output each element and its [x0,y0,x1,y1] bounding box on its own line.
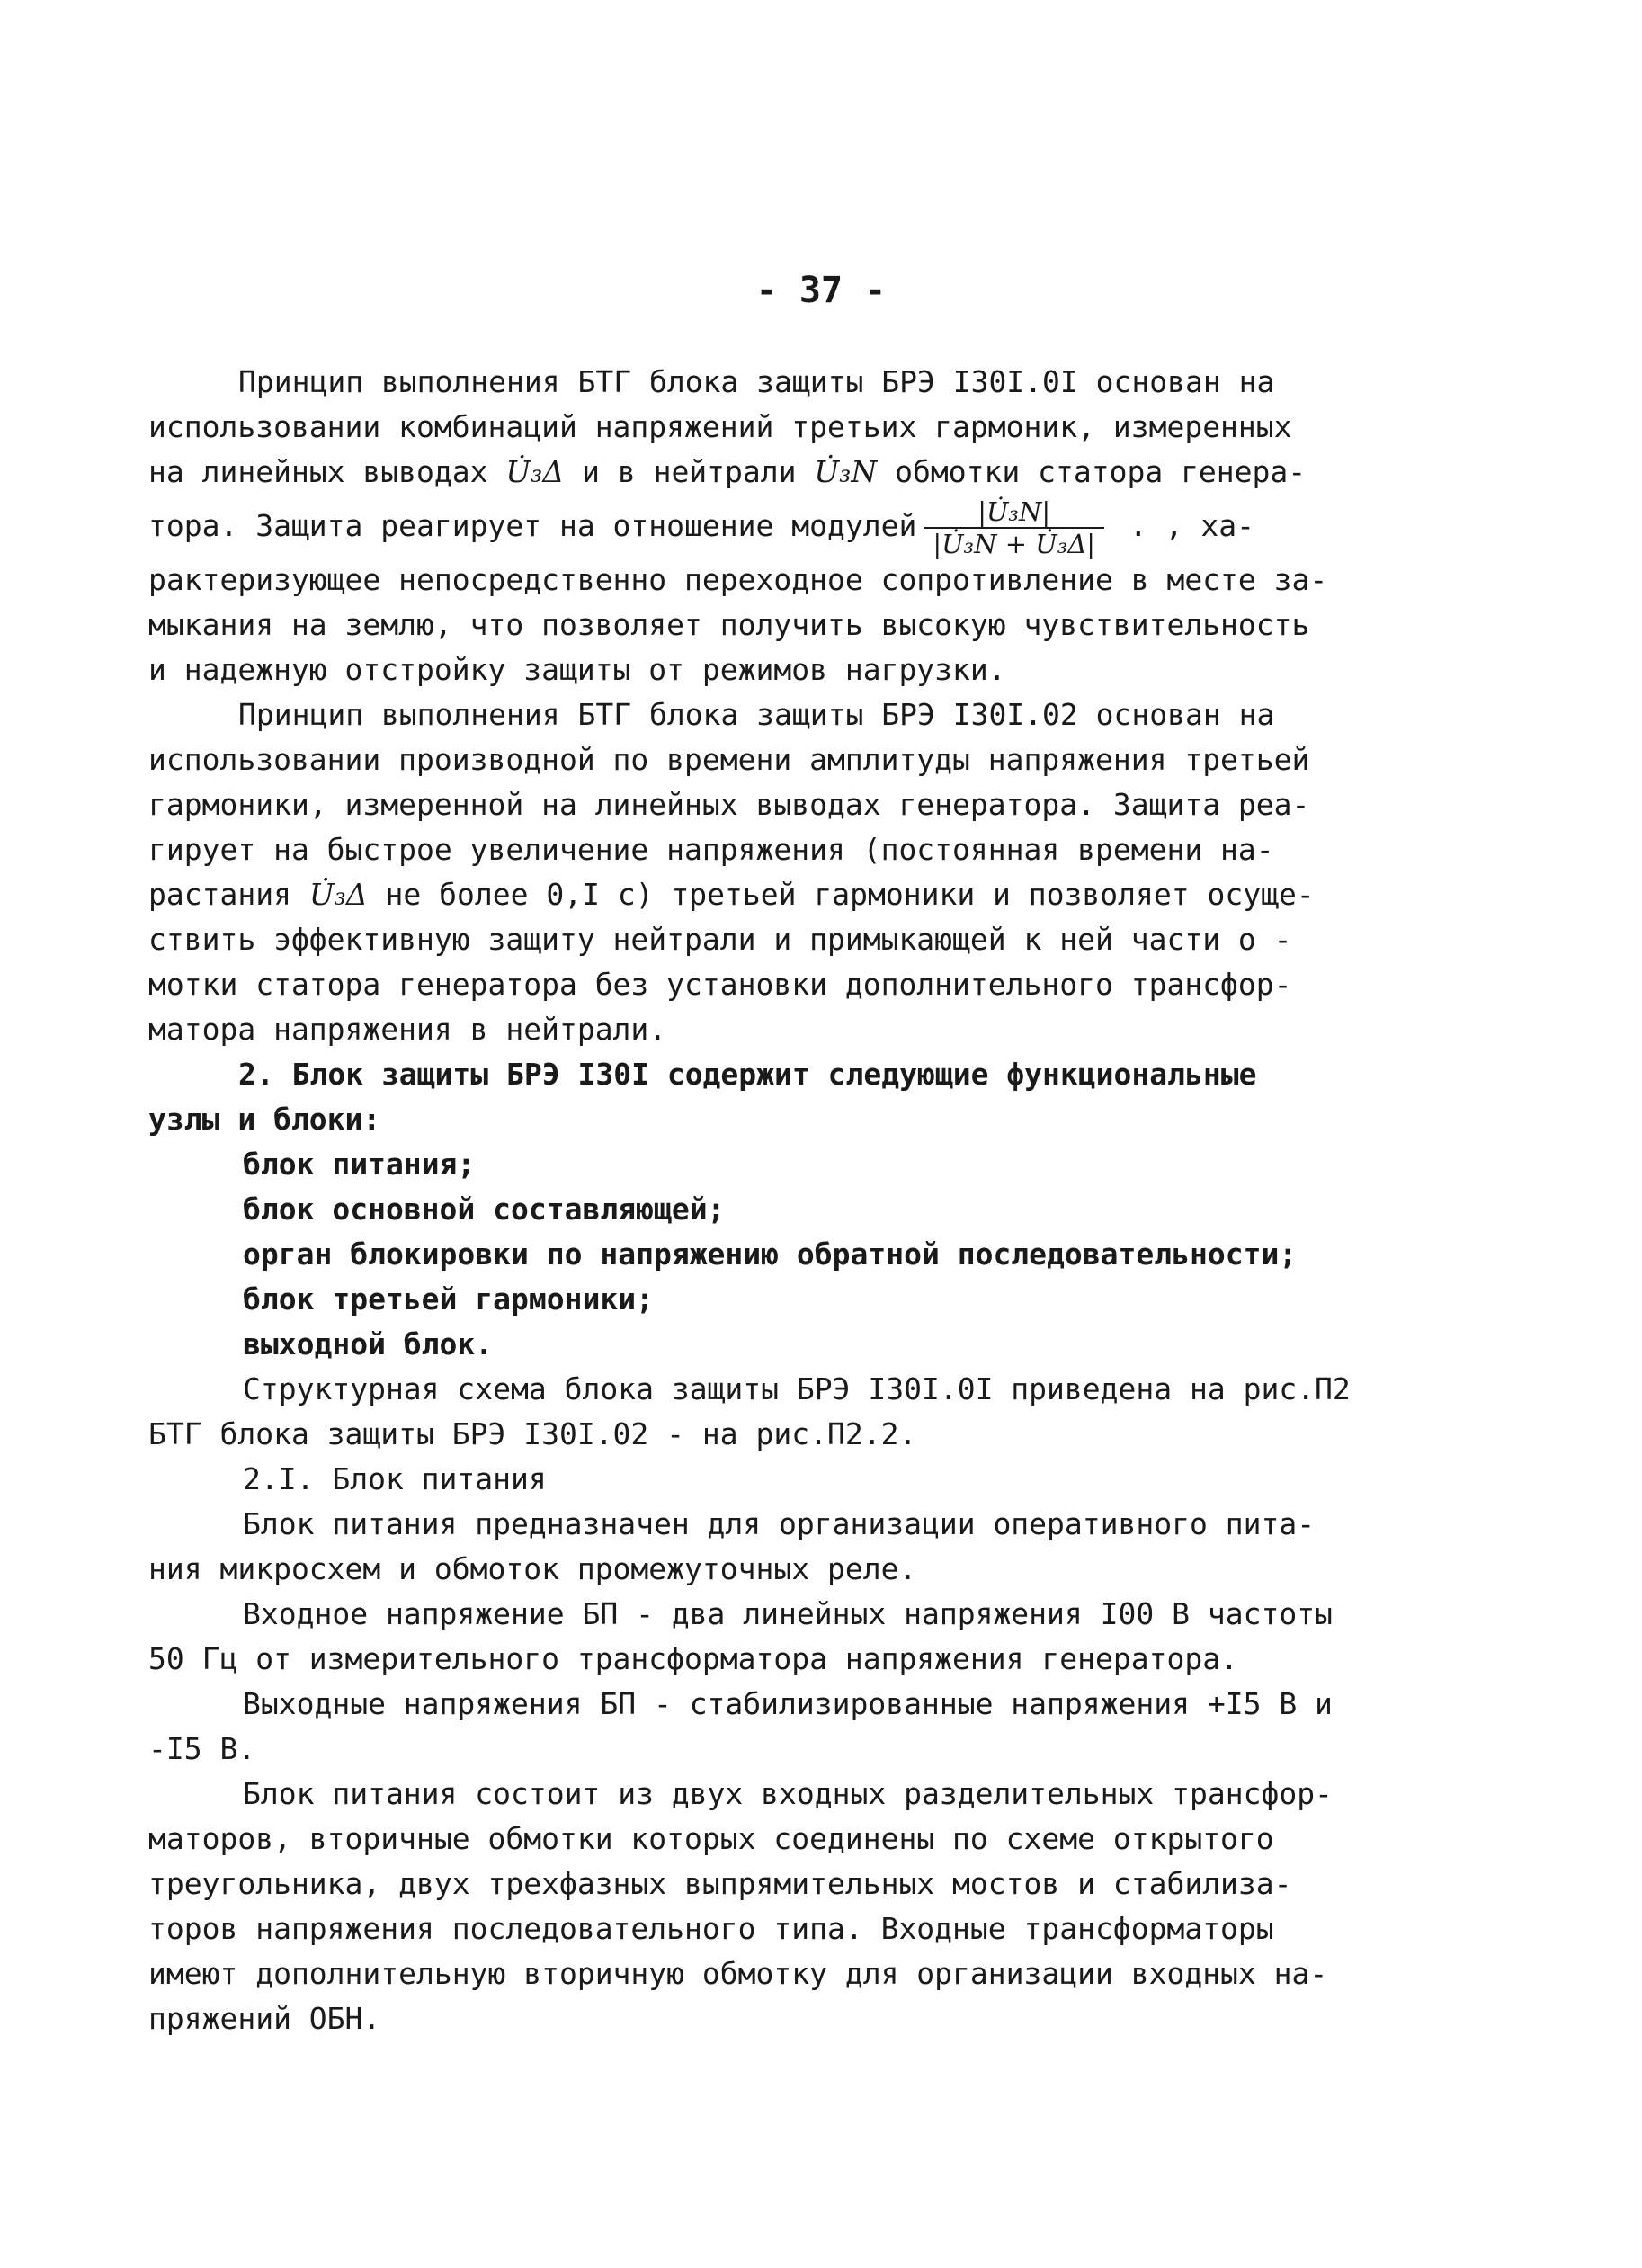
text-line: треугольника, двух трехфазных выпрямительных мостов и стабилиза- [148,1866,1292,1901]
voltage-symbol-u3delta: U̇₃Δ [308,877,368,912]
text-line: БТГ блока защиты БРЭ I30I.02 - на рис.П2.2. [148,1416,917,1451]
text-line: ния микросхем и обмоток промежуточных реле. [148,1551,917,1586]
subsection-heading: 2.I. Блок питания [243,1461,547,1496]
text-line: и надежную отстройку защиты от режимов нагрузки. [148,652,1006,687]
text-line [148,450,1389,495]
text-line: Блок питания состоит из двух входных разделительных трансфор- [243,1776,1333,1811]
text-line: имеют дополнительную вторичную обмотку для организации входных на- [148,1956,1328,1991]
modulus-ratio-formula [924,496,1104,559]
text-line: узлы и блоки: [148,1102,381,1137]
text-fragment: . , ха- [1111,508,1254,543]
list-item: блок питания; [243,1147,476,1182]
text-line: матора напряжения в нейтрали. [148,1012,667,1047]
text-line [148,872,1389,917]
text-fragment: не более 0,I с) третьей гармоники и позволяет осуще- [367,877,1315,912]
text-line: 50 Гц от измерительного трансформатора напряжения генератора. [148,1641,1238,1676]
text-line: мыкания на землю, что позволяет получить высокую чувствительность [148,607,1310,642]
text-line: мотки статора генератора без установки дополнительного трансфор- [148,967,1292,1002]
text-line: Блок питания предназначен для организации оперативного пита- [243,1506,1316,1541]
text-fragment: на линейных выводах [148,454,506,489]
text-line: ствить эффективную защиту нейтрали и примыкающей к ней части о - [148,922,1292,957]
section-heading: 2. Блок защиты БРЭ I30I содержит следующие функциональные [238,1057,1257,1092]
list-item: блок третьей гармоники; [243,1281,654,1317]
body-text [148,360,1389,2041]
text-line: Входное напряжение БП - два линейных напряжения I00 В частоты [243,1596,1333,1631]
formula-denominator: |U̇₃N + U̇₃Δ| [933,528,1096,559]
text-fragment: обмотки статора генера- [877,454,1307,489]
list-item: орган блокировки по напряжению обратной последовательности; [243,1237,1298,1272]
text-line: маторов, вторичные обмотки которых соединены по схеме открытого [148,1821,1274,1856]
text-line: торов напряжения последовательного типа. Входные трансформаторы [148,1911,1274,1946]
text-line: пряжений ОБН. [148,2001,381,2036]
text-line: Выходные напряжения БП - стабилизированные напряжения +I5 В и [243,1686,1333,1721]
text-line: Принцип выполнения БТГ блока защиты БРЭ I30I.02 основан на [238,697,1275,732]
voltage-symbol-u3delta: U̇₃Δ [505,454,565,489]
text-line: Структурная схема блока защиты БРЭ I30I.0I приведена на рис.П2 [243,1371,1351,1406]
text-fragment: тора. Защита реагирует на отношение модулей [148,508,917,543]
text-fragment: растания [148,877,309,912]
text-fragment: и в нейтрали [564,454,815,489]
text-line: гирует на быстрое увеличение напряжения (постоянная времени на- [148,832,1274,867]
text-line: использовании комбинаций напряжений третьих гармоник, измеренных [148,409,1292,444]
text-line: гармоники, измеренной на линейных выводах генератора. Защита реа- [148,787,1310,822]
list-item: блок основной составляющей; [243,1192,726,1227]
text-line: -I5 В. [148,1731,256,1766]
text-line: Принцип выполнения БТГ блока защиты БРЭ I30I.0I основан на [238,364,1275,399]
page-number: - 37 - [755,270,887,311]
list-item: выходной блок. [243,1326,494,1362]
text-line: рактеризующее непосредственно переходное сопротивление в месте за- [148,562,1328,597]
text-line [148,495,1389,558]
formula-numerator: |U̇₃N| [924,496,1104,529]
voltage-symbol-u3n: U̇₃N [814,454,878,489]
text-line: использовании производной по времени амплитуды напряжения третьей [148,742,1310,777]
